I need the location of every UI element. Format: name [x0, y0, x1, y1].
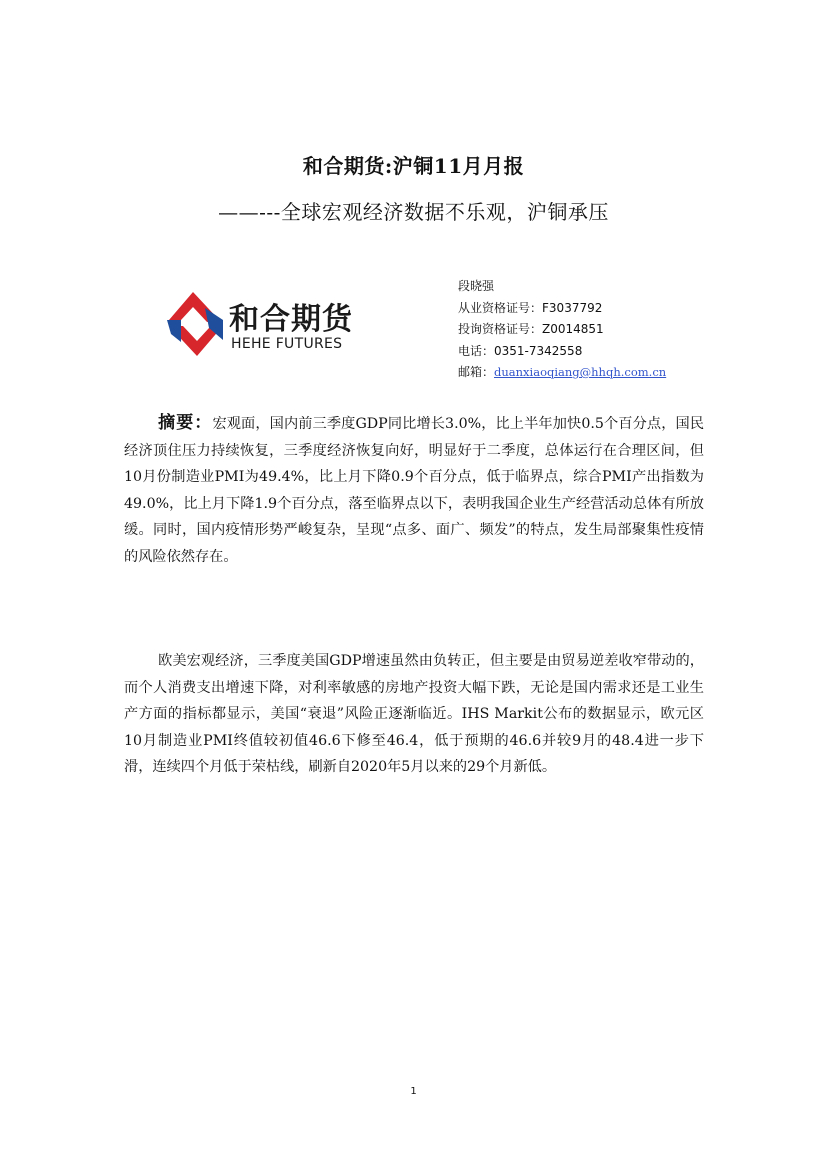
logo-mark-icon: [165, 290, 225, 358]
qualification-label: 从业资格证号：: [458, 300, 543, 315]
advisory-label: 投询资格证号：: [458, 322, 543, 336]
email-link[interactable]: duanxiaoqiang@hhqh.com.cn: [494, 365, 667, 379]
summary-paragraph-1: [124, 410, 704, 571]
logo-name-cn: 和合期货: [229, 302, 353, 337]
analyst-contact: [458, 276, 666, 384]
summary-text-1: 宏观面，国内前三季度GDP同比增长3.0%，比上半年加快0.5个百分点，国民经济顶住压力持续恢复，三季度经济恢复向好，明显好于二季度，总体运行在合理区间，但10月份制造业PMI为49.4%，比上月下降0.9个百分点，低于临界点，综合PMI产出指数为49.0%，比上月下降1.9个百分点，落至临界点以下，表明我国企业生产经营活动总体有所放缓。同时，国内疫情形势严峻复杂，呈现“点多、面广、频发”的特点，发生局部聚集性疫情的风险依然存在。: [124, 416, 705, 565]
summary-paragraph-2: 欧美宏观经济，三季度美国GDP增速虽然由负转正，但主要是由贸易逆差收窄带动的，而个人消费支出增速下降，对利率敏感的房地产投资大幅下跌，无论是国内需求还是工业生产方面的指标都显示，美国“衰退”风险正逐渐临近。IHS Markit公布的数据显示，欧元区10月制造业PMI终值较初值46.6下修至46.4，低于预期的46.6并较9月的48.4进一步下滑，连续四个月低于荣枯线，刷新自2020年5月以来的29个月新低。: [124, 653, 704, 776]
advisory-value: Z0014851: [542, 322, 604, 336]
phone-value: 0351-7342558: [494, 343, 583, 358]
email-row: [458, 362, 666, 384]
email-label: 邮箱：: [458, 365, 495, 379]
company-logo: [165, 290, 365, 360]
summary-lead: 摘要：: [158, 413, 213, 433]
qualification-value: F3037792: [542, 300, 603, 315]
page-number: 1: [410, 1086, 417, 1097]
advisory-row: [458, 319, 666, 341]
logo-name-en: HEHE FUTURES: [231, 336, 343, 352]
report-title: 和合期货:沪铜11月月报: [302, 154, 525, 178]
phone-label: 电话：: [458, 343, 495, 358]
qualification-row: [458, 298, 666, 320]
phone-row: [458, 341, 666, 363]
analyst-name: 段晓强: [458, 279, 495, 293]
report-subtitle: ——---全球宏观经济数据不乐观，沪铜承压: [218, 200, 609, 224]
